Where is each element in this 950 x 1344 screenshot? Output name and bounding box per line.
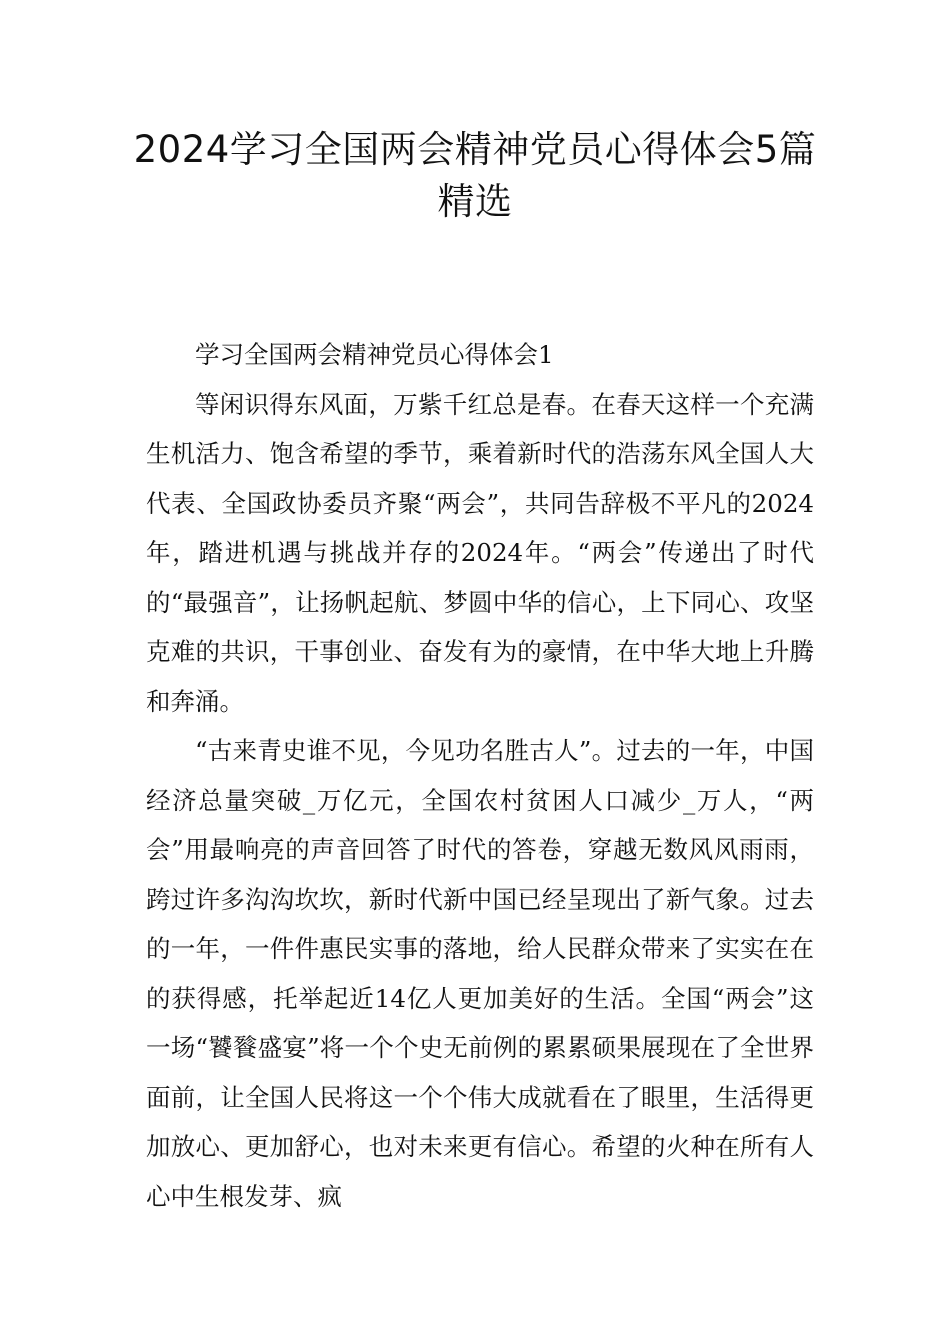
paragraph-2: “古来青史谁不见，今见功名胜古人”。过去的一年，中国经济总量突破_万亿元，全国农村贫困人口减少_万人，“两会”用最响亮的声音回答了时代的答卷，穿越无数风风雨雨，跨过许多沟沟坎坎，新时代新中国已经呈现出了新气象。过去的一年，一件件惠民实事的落地，给人民群众带来了实实在在的获得感，托举起近14亿人更加美好的生活。全国“两会”这一场“饕餮盛宴”将一个个史无前例的累累硕果展现在了全世界面前，让全国人民将这一个个伟大成就看在了眼里，生活得更加放心、更加舒心，也对未来更有信心。希望的火种在所有人心中生根发芽、疯 — [146, 736, 814, 1211]
document-title: 2024学习全国两会精神党员心得体会5篇精选 — [133, 128, 817, 223]
section-heading: 学习全国两会精神党员心得体会1 — [195, 340, 554, 369]
paragraph-1: 等闲识得东风面，万紫千红总是春。在春天这样一个充满生机活力、饱含希望的季节，乘着新时代的浩荡东风全国人大代表、全国政协委员齐聚“两会”，共同告辞极不平凡的2024年，踏进机遇与挑战并存的2024年。“两会”传递出了时代的“最强音”，让扬帆起航、梦圆中华的信心，上下同心、攻坚克难的共识，干事创业、奋发有为的豪情，在中华大地上升腾和奔涌。 — [146, 389, 814, 716]
document-body — [146, 330, 814, 1221]
